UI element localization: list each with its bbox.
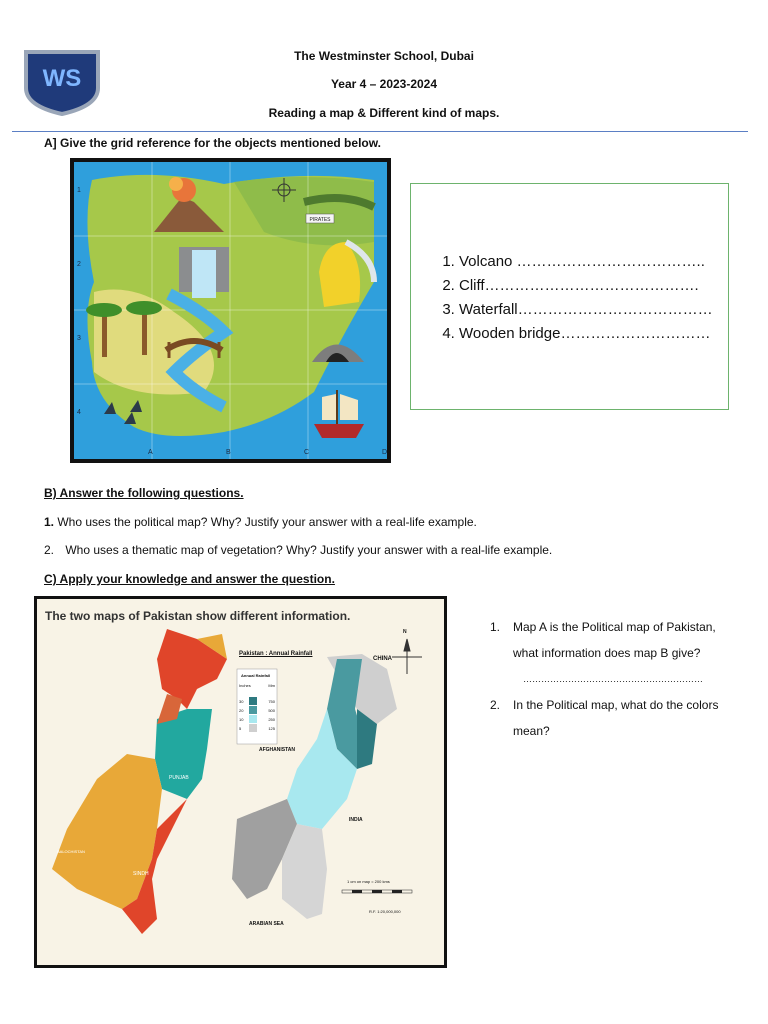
question-b1-number: 1. xyxy=(44,515,55,529)
section-c-title: C) Apply your knowledge and answer the question. xyxy=(44,572,335,586)
legend-row xyxy=(239,706,275,715)
question-c1-number: 1. xyxy=(490,620,501,634)
grid-column-label: C xyxy=(304,449,310,456)
grid-reference-item: 2. Cliff……………………………………. xyxy=(459,274,728,298)
label-balochistan: BALOCHISTAN xyxy=(57,849,85,854)
label-india: INDIA xyxy=(349,817,363,823)
question-c1-answer-line: …………………………………………………… xyxy=(523,674,703,684)
grid-column-label: B xyxy=(226,449,231,456)
year-label: Year 4 – 2023-2024 xyxy=(330,77,438,91)
figure-title: The two maps of Pakistan show different information. xyxy=(45,609,351,623)
question-c2-number: 2. xyxy=(490,698,501,712)
legend-mm: 250 xyxy=(268,717,275,722)
treasure-map xyxy=(70,158,391,463)
legend-row xyxy=(239,724,275,733)
topic-title: Reading a map & Different kind of maps. xyxy=(268,106,500,120)
label-sindh: SINDH xyxy=(133,871,149,877)
political-map xyxy=(52,629,227,934)
label-north: N xyxy=(403,629,407,635)
question-b1-text: Who uses the political map? Why? Justify your answer with a real-life example. xyxy=(57,515,477,529)
pirates-sign-text: PIRATES xyxy=(309,217,331,223)
legend-row xyxy=(239,697,275,706)
legend-rows xyxy=(239,697,275,733)
legend-mm: 750 xyxy=(268,699,275,704)
label-arabian-sea: ARABIAN SEA xyxy=(249,921,284,927)
grid-row-label: 4 xyxy=(77,409,81,416)
question-b1 xyxy=(44,515,477,529)
legend-row xyxy=(239,715,275,724)
section-b-title: B) Answer the following questions. xyxy=(44,486,244,500)
question-c1-line1: Map A is the Political map of Pakistan, xyxy=(513,620,716,634)
grid-row-label: 3 xyxy=(77,335,81,342)
section-a-title: A] Give the grid reference for the objects mentioned below. xyxy=(44,136,381,150)
legend-title: Annual Rainfall xyxy=(241,673,271,678)
scale-bar xyxy=(342,890,412,893)
grid-row-label: 1 xyxy=(77,187,81,194)
logo-text: WS xyxy=(42,65,82,92)
legend-header-mm: Mm xyxy=(268,683,275,688)
label-punjab: PUNJAB xyxy=(169,775,189,781)
grid-row-label: 2 xyxy=(77,261,81,268)
grid-reference-item: 1. Volcano ……………………………….. xyxy=(459,250,728,274)
section-c-questions xyxy=(490,614,760,744)
question-c2-line2: mean? xyxy=(513,724,550,738)
north-arrow-icon xyxy=(392,639,422,674)
rainfall-map-title: Pakistan : Annual Rainfall xyxy=(239,651,313,657)
scale-text: 1 cm on map = 200 kms xyxy=(347,879,390,884)
legend-mm: 125 xyxy=(268,726,275,731)
grid-reference-item: 4. Wooden bridge………………………… xyxy=(459,322,728,346)
question-c1 xyxy=(490,614,760,692)
grid-reference-list xyxy=(411,250,728,346)
grid-reference-item: 3. Waterfall………………………………… xyxy=(459,298,728,322)
question-b2 xyxy=(44,543,552,557)
legend-inches: 30 xyxy=(239,699,244,704)
grid-column-label: D xyxy=(382,449,387,456)
question-c2-line1: In the Political map, what do the colors xyxy=(513,698,719,712)
legend-headers xyxy=(239,683,275,688)
answer-box xyxy=(410,183,729,410)
label-china: CHINA xyxy=(373,656,392,662)
legend-inches: 5 xyxy=(239,726,242,731)
rf-text: R.F. 1:20,000,000 xyxy=(369,909,401,914)
grid-column-label: A xyxy=(148,449,153,456)
header-divider xyxy=(12,131,748,132)
legend-mm: 500 xyxy=(268,708,275,713)
legend-inches: 10 xyxy=(239,717,244,722)
school-name: The Westminster School, Dubai xyxy=(294,49,474,63)
question-c1-line2: what information does map B give? xyxy=(513,646,701,660)
question-b2-number: 2. xyxy=(44,543,55,557)
legend-header-inches: Inches xyxy=(239,683,251,688)
question-c2 xyxy=(490,692,760,744)
question-b2-text: Who uses a thematic map of vegetation? Why? Justify your answer with a real-life example. xyxy=(65,543,553,557)
legend-inches: 20 xyxy=(239,708,244,713)
label-afghanistan: AFGHANISTAN xyxy=(259,747,296,753)
pakistan-maps-figure xyxy=(34,596,447,968)
